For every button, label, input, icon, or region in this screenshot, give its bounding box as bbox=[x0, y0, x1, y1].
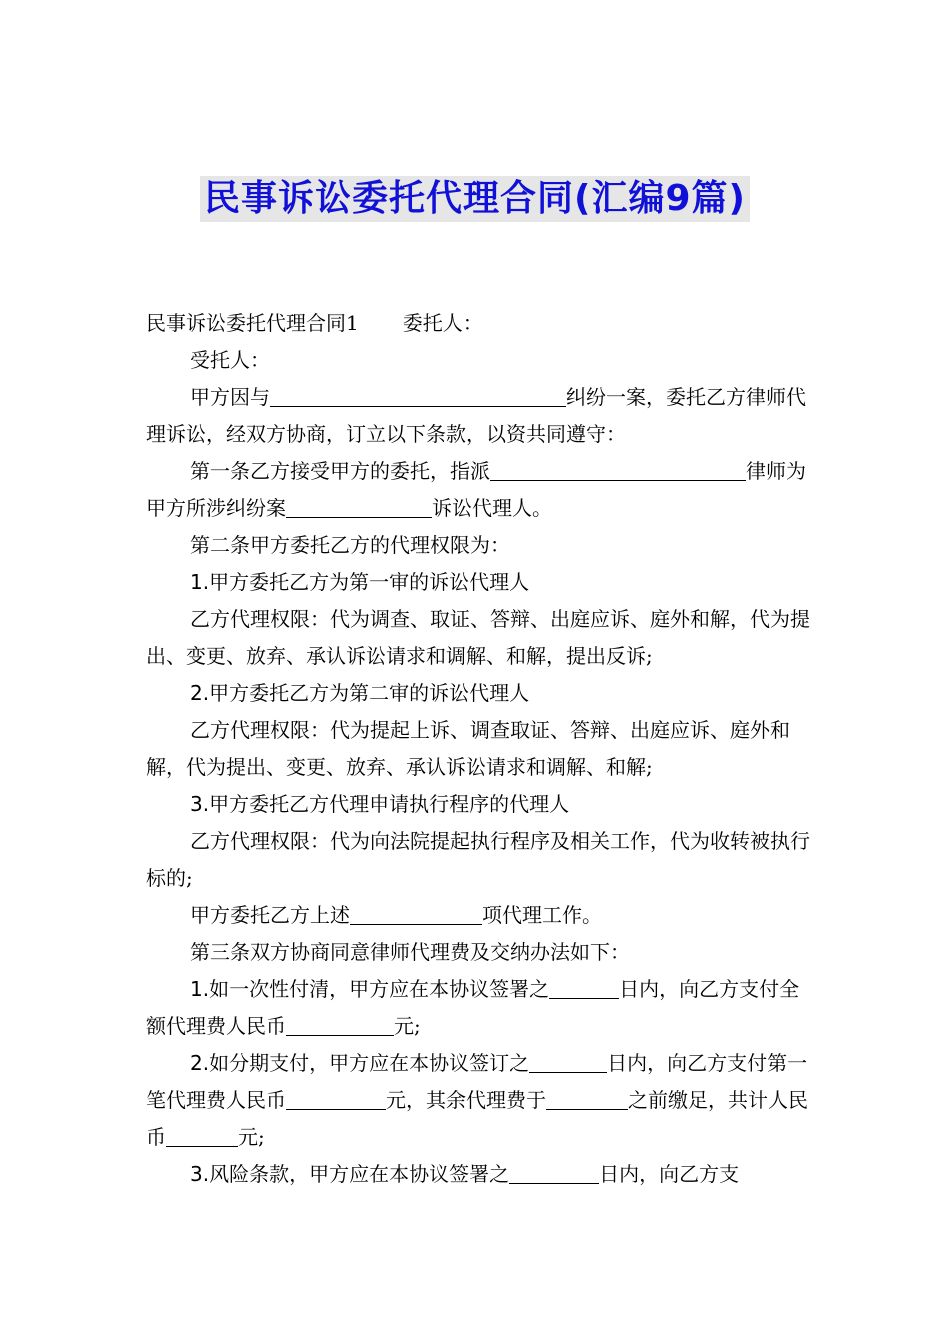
text: 如一次性付清，甲方应在本协议签署之 bbox=[209, 977, 550, 1001]
contract-heading: 民事诉讼委托代理合同1 bbox=[146, 311, 359, 335]
text: 如分期支付，甲方应在本协议签订之 bbox=[209, 1051, 530, 1075]
text: 元; bbox=[238, 1125, 265, 1149]
paragraph-item-3 bbox=[146, 786, 818, 823]
text: 纠纷一案，委托乙方律师代理诉讼，经双方协商，订立以下条款，以资共同遵守： bbox=[146, 385, 806, 446]
paragraph-authority-3: 乙方代理权限：代为向法院提起执行程序及相关工作，代为收转被执行标的; bbox=[146, 829, 810, 890]
blank-line bbox=[549, 976, 619, 999]
paragraph-agent bbox=[146, 342, 818, 379]
text: 甲方委托乙方为第二审的诉讼代理人 bbox=[209, 681, 530, 705]
blank-line bbox=[529, 1050, 607, 1073]
blank-line bbox=[286, 1087, 386, 1110]
paragraph-payment-1 bbox=[146, 971, 818, 1045]
item-number: 1. bbox=[190, 570, 210, 594]
text: 甲方委托乙方为第一审的诉讼代理人 bbox=[209, 570, 530, 594]
agent-label: 受托人： bbox=[190, 348, 270, 372]
paragraph-authority-2: 乙方代理权限：代为提起上诉、调查取证、答辩、出庭应诉、庭外和解，代为提出、变更、放弃、承认诉讼请求和调解、和解; bbox=[146, 718, 790, 779]
item-number: 3. bbox=[190, 1162, 210, 1186]
blank-line bbox=[350, 902, 482, 925]
item-number: 2. bbox=[190, 1051, 210, 1075]
text: 元，其余代理费于 bbox=[386, 1088, 546, 1112]
paragraph-authority-1: 乙方代理权限：代为调查、取证、答辩、出庭应诉、庭外和解，代为提出、变更、放弃、承认诉讼请求和调解、和解，提出反诉; bbox=[146, 607, 810, 668]
text: 甲方委托乙方上述 bbox=[190, 903, 350, 927]
blank-line bbox=[166, 1124, 238, 1147]
text: 之前缴足，共计人民币 bbox=[146, 1088, 808, 1149]
paragraph-dispute bbox=[146, 379, 818, 453]
text: 日内，向乙方支付第一笔代理费人民币 bbox=[146, 1051, 808, 1112]
text: 律师为甲方所涉纠纷案 bbox=[146, 459, 806, 520]
title-container bbox=[0, 176, 950, 222]
text: 诉讼代理人。 bbox=[432, 496, 552, 520]
text: 甲方因与 bbox=[190, 385, 270, 409]
document-title: 民事诉讼委托代理合同(汇编9篇) bbox=[200, 176, 750, 222]
paragraph-article-3: 第三条双方协商同意律师代理费及交纳办法如下： bbox=[190, 940, 630, 964]
item-number: 1. bbox=[190, 977, 210, 1001]
paragraph-payment-2 bbox=[146, 1045, 818, 1156]
text: 风险条款，甲方应在本协议签署之 bbox=[209, 1162, 510, 1186]
document-body bbox=[146, 305, 818, 1193]
text: 甲方委托乙方代理申请执行程序的代理人 bbox=[209, 792, 570, 816]
paragraph-scope bbox=[146, 897, 818, 934]
blank-line bbox=[490, 458, 746, 481]
item-number: 2. bbox=[190, 681, 210, 705]
blank-line bbox=[286, 1013, 394, 1036]
blank-line bbox=[546, 1087, 628, 1110]
text: 第一条乙方接受甲方的委托，指派 bbox=[190, 459, 490, 483]
principal-label: 委托人： bbox=[402, 311, 483, 335]
blank-line bbox=[270, 384, 566, 407]
text: 日内，向乙方支付全额代理费人民币 bbox=[146, 977, 800, 1038]
blank-line bbox=[509, 1161, 599, 1184]
paragraph-article-2: 第二条甲方委托乙方的代理权限为： bbox=[190, 533, 510, 557]
paragraph-payment-3 bbox=[146, 1156, 818, 1193]
paragraph-heading bbox=[146, 305, 818, 342]
paragraph-item-2 bbox=[146, 675, 818, 712]
text: 日内，向乙方支 bbox=[599, 1162, 740, 1186]
text: 元; bbox=[394, 1014, 421, 1038]
paragraph-article-1 bbox=[146, 453, 818, 527]
item-number: 3. bbox=[190, 792, 210, 816]
text: 项代理工作。 bbox=[482, 903, 602, 927]
blank-line bbox=[286, 495, 432, 518]
paragraph-item-1 bbox=[146, 564, 818, 601]
